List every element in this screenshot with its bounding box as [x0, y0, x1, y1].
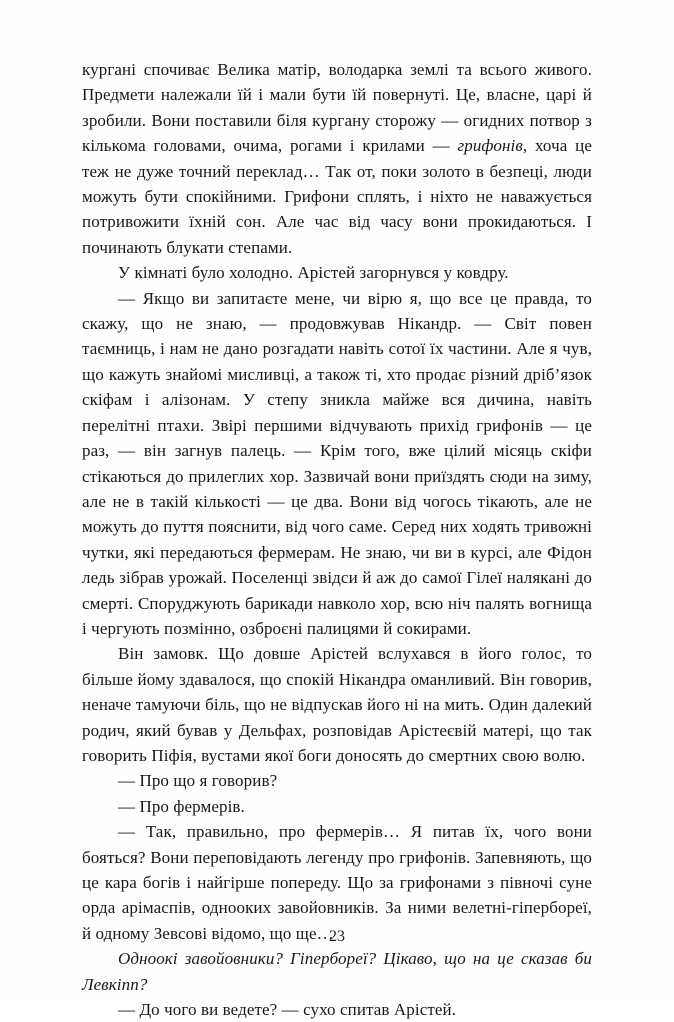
paragraph [82, 641, 592, 768]
paragraph [82, 57, 592, 260]
page-text [82, 57, 592, 1022]
text-run: Одноокі завойовники? Гіпербореї? Цікаво, що на це сказав би Левкіпп? [82, 949, 592, 994]
text-run: — До чого ви ведете? — сухо спитав Арістей. [118, 1000, 457, 1020]
text-run: кургані спочиває Велика матір, володарка землі та всього живого. Предмети належали їй і мали бути їй повернуті. Це, власне, царі й зробили. Вони поставили біля кургану сторожу — огидних потвор з кількома головами, очима, рогами і крилами — [82, 60, 592, 156]
paragraph [82, 997, 592, 1022]
text-run: — Так, правильно, про фермерів… Я питав їх, чого вони бояться? Вони переповідають легенду про грифонів. Запевняють, що це кара богів і найгірше попереду. Що за грифонами з півночі суне орда арімаспів, однооких завойовників. За ними велетні-гіпербореї, й одному Зевсові відомо, що ще… [82, 822, 592, 943]
text-run: грифонів [457, 136, 523, 156]
text-run: Він замовк. Що довше Арістей вслухався в його голос, то більше йому здавалося, що спокій Нікандра оманливий. Він говорив, неначе тамуючи біль, що не відпускав його ні на мить. Один далекий родич, який бував у Дельфах, розповідав Арістеєвій матері, що так говорить Піфія, вустами якої боги доносять до смертних свою волю. [82, 644, 592, 765]
paragraph [82, 794, 592, 819]
text-run: , хоча це теж не дуже точний переклад… Так от, поки золото в безпеці, люди можуть бути спокійними. Грифони сплять, і ніхто не наважується потривожити їхній сон. Але час від часу вони прокидаються. І починають блукати степами. [82, 136, 592, 257]
text-run: — Про фермерів. [118, 796, 245, 816]
paragraph [82, 260, 592, 285]
paragraph [82, 946, 592, 997]
text-run: — Про що я говорив? [118, 771, 278, 791]
text-run: — Якщо ви запитаєте мене, чи вірю я, що все це правда, то скажу, що не знаю, — продовжував Нікандр. — Світ повен таємниць, і нам не дано розгадати навіть сотої їх частини. Але я чув, що кажуть знайомі мисливці, а також ті, хто продає різний дріб’язок скіфам і алізонам. У степу зникла майже вся дичина, навіть перелітні птахи. Звірі першими відчувають прихід грифонів — це раз, — він загнув палець. — Крім того, вже цілий місяць скіфи стікаються до прилеглих хор. Зазвичай вони приїздять сюди на зиму, але не в такій кількості — це два. Вони від чогось тікають, але не можуть до пуття пояснити, від чого саме. Серед них ходять тривожні чутки, які передаються фермерам. Не знаю, чи ви в курсі, але Фідон ледь зібрав урожай. Поселенці звідси й аж до самої Гілеї налякані до смерті. Споруджують барикади навколо хор, всю ніч палять вогнища і чергують позмінно, озброєні палицями й сокирами. [82, 288, 592, 638]
paragraph [82, 768, 592, 793]
paragraph [82, 286, 592, 642]
page-number: 23 [329, 928, 345, 945]
text-run: У кімнаті було холодно. Арістей загорнувся у ковдру. [118, 263, 509, 283]
